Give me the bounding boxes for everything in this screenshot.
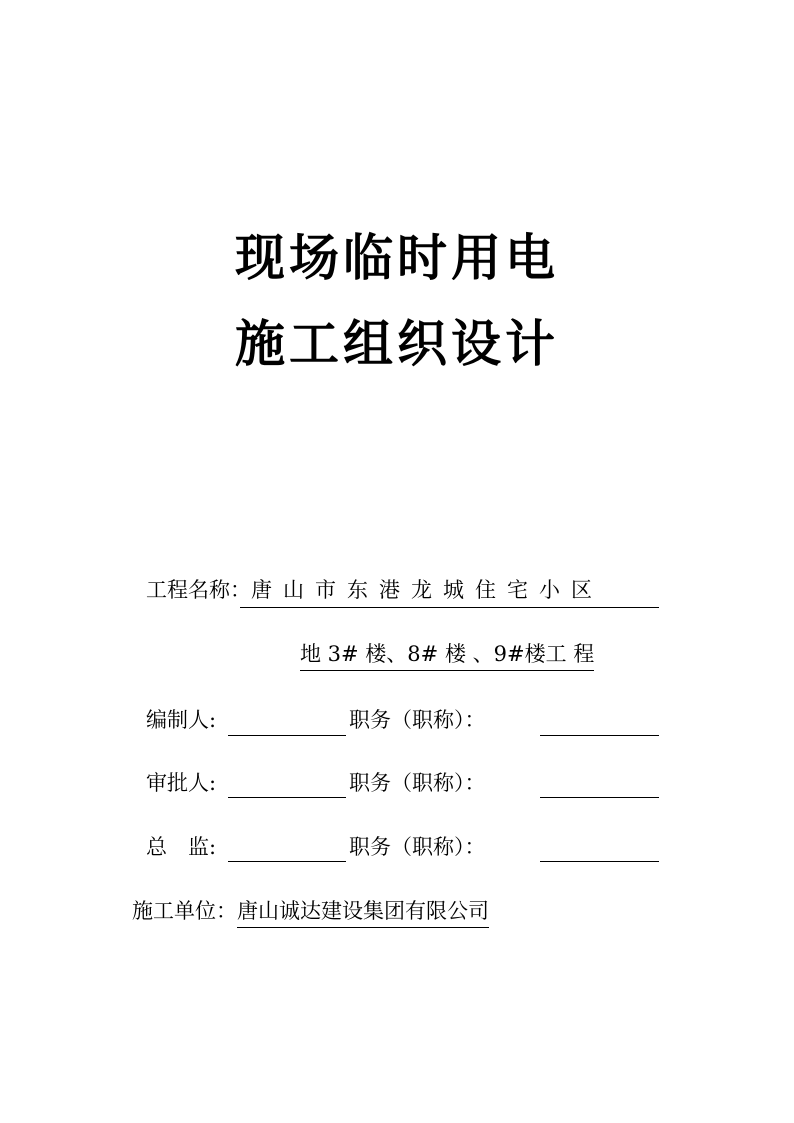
chief-position-label: 职务（职称）： — [349, 835, 486, 859]
project-name-row — [146, 576, 603, 604]
approver-position-field — [540, 797, 659, 798]
document-title-line-1: 现场临时用电 — [235, 229, 559, 287]
project-name-line-2: 地 3# 楼、8# 楼 、9#楼工 程 — [300, 642, 594, 671]
compiler-position-row — [349, 706, 486, 734]
project-name-row-2 — [300, 640, 594, 668]
approver-name-field — [228, 797, 346, 798]
chief-name-field — [228, 861, 346, 862]
document-title-line-2: 施工组织设计 — [235, 315, 559, 373]
compiler-position-field — [540, 735, 659, 736]
chief-position-row — [349, 833, 486, 861]
compiler-name-field — [228, 735, 346, 736]
chief-label: 总 监: — [146, 835, 217, 859]
approver-label: 审批人: — [146, 771, 217, 795]
unit-label: 施工单位： — [132, 899, 237, 923]
chief-position-field — [540, 861, 659, 862]
unit-row — [132, 897, 489, 925]
compiler-row — [146, 706, 216, 734]
project-name-line-1: 唐山市东港龙城住宅小区 — [251, 578, 603, 602]
compiler-position-label: 职务（职称）： — [349, 708, 486, 732]
compiler-label: 编制人: — [146, 708, 217, 732]
approver-position-label: 职务（职称）： — [349, 771, 486, 795]
project-name-underline-1 — [240, 607, 659, 608]
unit-name: 唐山诚达建设集团有限公司 — [237, 899, 489, 928]
project-name-label: 工程名称： — [146, 578, 251, 602]
chief-row — [146, 833, 216, 861]
approver-position-row — [349, 769, 486, 797]
approver-row — [146, 769, 216, 797]
